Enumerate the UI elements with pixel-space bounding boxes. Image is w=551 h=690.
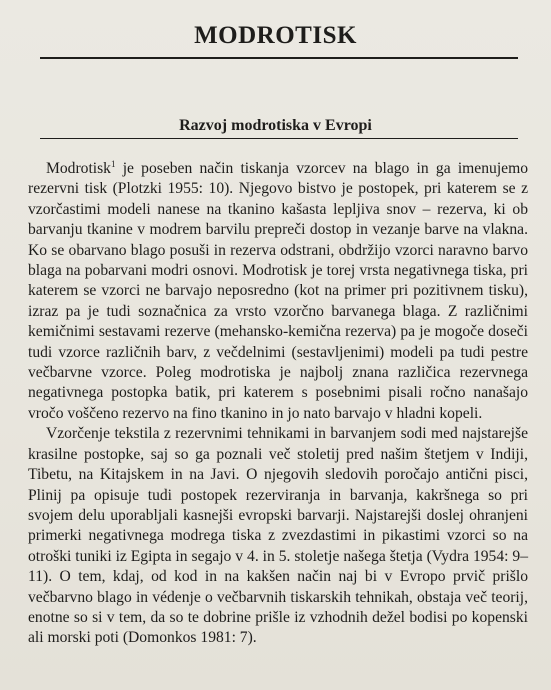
footnote-marker: 1 xyxy=(110,158,116,169)
paragraph-1 xyxy=(28,159,528,424)
paragraph-1-rest: je poseben način tiskanja vzorcev na blago in ga imenujemo rezervni tisk (Plotzki 1955: 10). Njegovo bistvo je postopek, pri katerem se z vzorčastimi modeli nanese na tkanino kašasta lepljiva snov – rezerva, ki ob barvanju tkanine v modrem barvilu prepreči dostop in vezanje barve na vlakna. Ko se obarvano blago posuši in rezerva odstrani, obdržijo vzorci naravno barvo blaga na pobarvani modri osnovi. Modrotisk je torej vrsta negativnega tiska, pri katerem se vzorci ne barvajo neposredno (kot na primer pri pozitivnem tisku), izraz pa je tudi soznačnica za vrsto vzorčno barvanega blaga. Z različnimi kemičnimi sestavami rezerve (mehansko-kemična rezerva) pa je mogoče doseči tudi vzorce različnih barv, z večdelnimi (sestavljenimi) modeli pa tudi pestre večbarvne vzorce. Poleg modrotiska je najbolj znana različica rezervnega negativnega postopka batik, pri katerem s posebnimi pisali ročno nanašajo vročo voščeno rezervo na fino tkanino in jo nato barvajo v hladni kopeli. xyxy=(28,160,528,422)
section-underline xyxy=(40,138,518,139)
title-underline xyxy=(40,57,518,59)
section-title: Razvoj modrotiska v Evropi xyxy=(179,117,372,134)
chapter-title: MODROTISK xyxy=(194,22,357,49)
paragraph-2: Vzorčenje tekstila z rezervnimi tehnikami in barvanjem sodi med najstarejše krasilne postopke, saj so ga poznali več stoletij pred našim štetjem v Indiji, Tibetu, na Kitajskem in na Javi. O njegovih sledovih poročajo antični pisci, Plinij pa opisuje tudi postopek rezerviranja in barvanja, kakršnega so pri svojem delu uporabljali kasnejši evropski barvarji. Najstarejši doslej ohranjeni primerki negativnega modrega tiska z zvezdastimi in pikastimi vzorci so na otroški tuniki iz Egipta in segajo v 4. in 5. stoletje našega štetja (Vydra 1954: 9–11). O tem, kdaj, od kod in na kakšen način naj bi v Evropo prvič prišlo večbarvno blago in védenje o večbarvnih tiskarskih tehnikah, obstaja več teorij, enotne so si v tem, da so te dobrine prišle iz vzhodnih dežel bodisi po kopenski ali morski poti (Domonkos 1981: 7). xyxy=(28,425,528,647)
body-text xyxy=(28,159,528,649)
paragraph-1-start: Modrotisk xyxy=(46,160,111,177)
